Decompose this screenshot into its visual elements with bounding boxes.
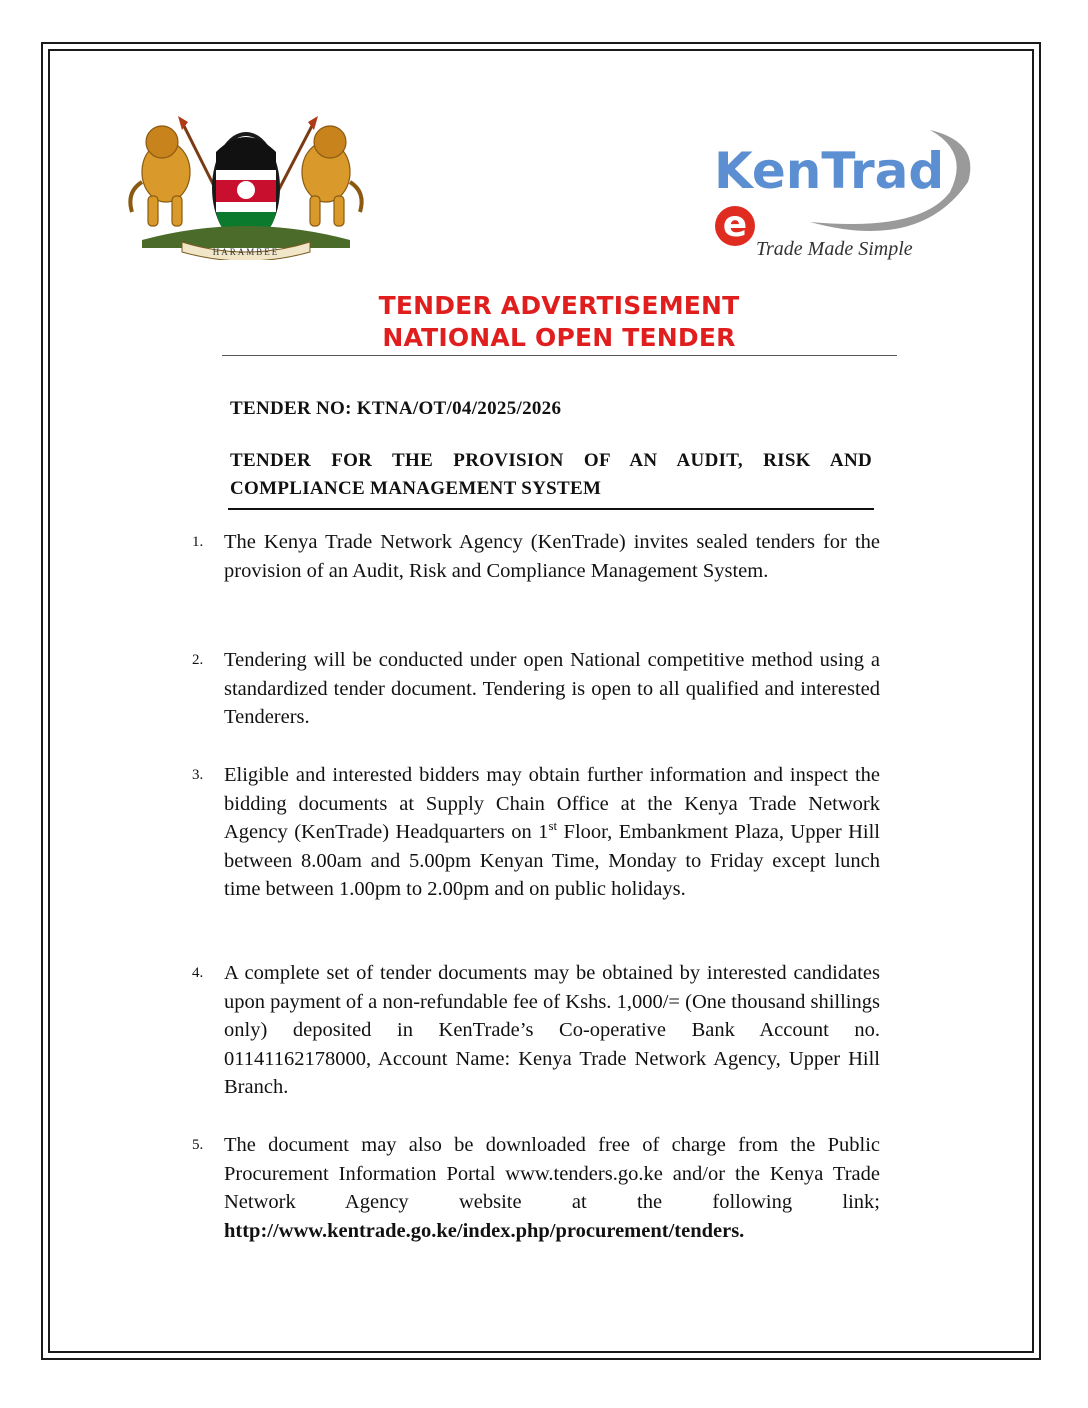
list-item-text: Tendering will be conducted under open National competitive method using a standardized tender document. Tendering is open to all qualified and interested Tenderers.: [224, 649, 880, 729]
svg-text:HARAMBEE: HARAMBEE: [212, 247, 280, 257]
procurement-link[interactable]: http://www.kentrade.go.ke/index.php/procurement/tenders.: [224, 1219, 745, 1242]
logo-wordmark: KenTrade: [714, 142, 945, 245]
tender-title: TENDER FOR THE PROVISION OF AN AUDIT, RISK AND COMPLIANCE MANAGEMENT SYSTEM: [230, 450, 872, 499]
tender-number: TENDER NO: KTNA/OT/04/2025/2026: [230, 398, 562, 419]
kenya-coat-of-arms-emblem: [122, 112, 370, 260]
list-item-text: The document may also be downloaded free of charge from the Public Procurement Information Portal www.tenders.go.ke and/or the Kenya Trade Network Agency website at the following link; http://www.kentrade.go.ke/index.php/procurement/tenders.: [224, 1134, 880, 1242]
list-item-text: Eligible and interested bidders may obtain further information and inspect the bidding documents at Supply Chain Office at the Kenya Trade Network Agency (KenTrade) Headquarters on 1st Floor, Embankment Plaza, Upper Hill between 8.00am and 5.00pm Kenyan Time, Monday to Friday except lunch time between 1.00pm to 2.00pm and on public holidays.: [224, 764, 880, 901]
list-item-number: 4.: [192, 965, 204, 981]
list-item-text: The Kenya Trade Network Agency (KenTrade) invites sealed tenders for the provision of an Audit, Risk and Compliance Management System.: [224, 531, 880, 582]
heading-tender-advertisement: TENDER ADVERTISEMENT: [378, 291, 740, 320]
kentrade-logo: [700, 122, 980, 272]
heading-divider: [222, 355, 897, 356]
list-item-number: 2.: [192, 652, 204, 668]
logo-tagline: Trade Made Simple: [756, 238, 913, 260]
list-item-number: 3.: [192, 767, 204, 783]
list-item-text: A complete set of tender documents may be obtained by interested candidates upon payment of a non-refundable fee of Kshs. 1,000/= (One thousand shillings only) deposited in KenTrade’s Co-operative Bank Account no. 01141162178000, Account Name: Kenya Trade Network Agency, Upper Hill Branch.: [224, 962, 880, 1099]
heading-national-open-tender: NATIONAL OPEN TENDER: [382, 323, 736, 352]
title-underline: [228, 508, 874, 510]
list-item-number: 1.: [192, 534, 204, 550]
list-item-number: 5.: [192, 1137, 204, 1153]
